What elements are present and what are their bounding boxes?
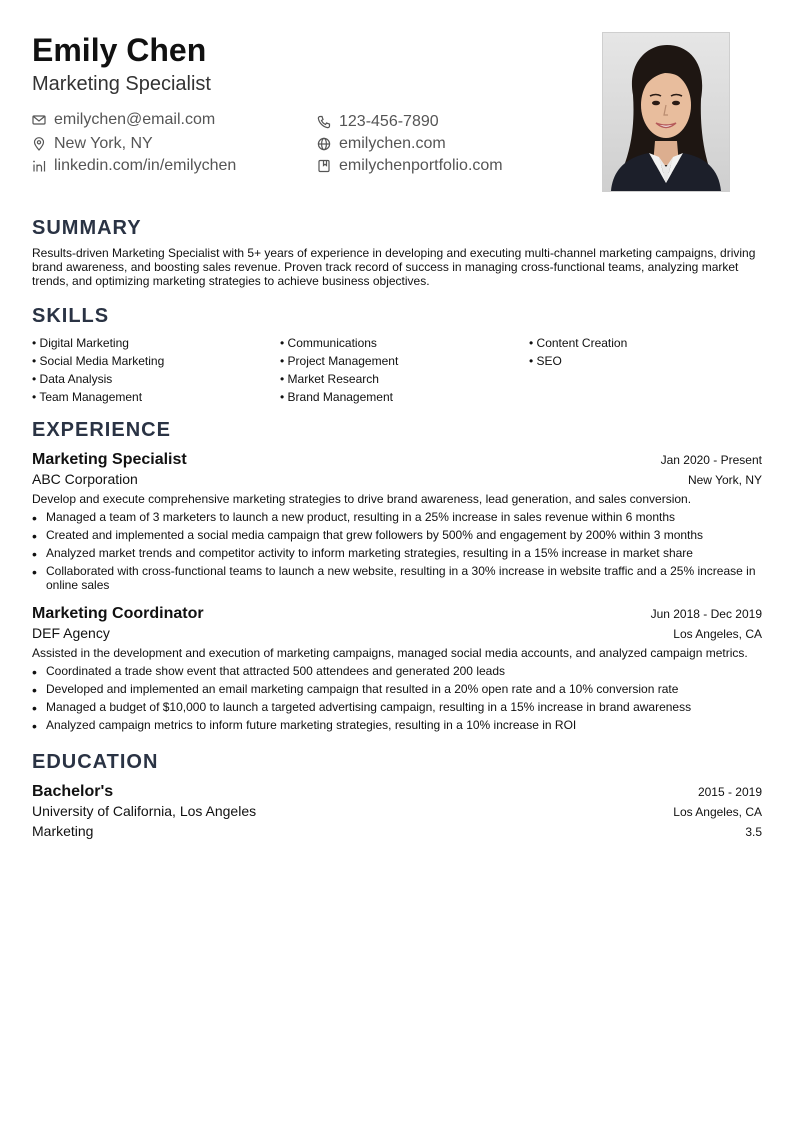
contact-phone[interactable]	[317, 112, 439, 132]
job-title: Marketing Coordinator	[32, 605, 204, 622]
summary-section	[32, 216, 762, 288]
skill-item: • Content Creation	[529, 336, 762, 350]
skill-item: • Digital Marketing	[32, 336, 280, 350]
job-dates: Jun 2018 - Dec 2019	[650, 607, 762, 621]
skill-item: • Data Analysis	[32, 372, 280, 386]
phone-text: 123-456-7890	[339, 113, 439, 130]
skills-heading: SKILLS	[32, 305, 110, 327]
skill-item: • Team Management	[32, 390, 280, 404]
job-entry	[32, 604, 762, 732]
job-title: Marketing Specialist	[32, 451, 187, 468]
job-description: Develop and execute comprehensive marketing strategies to drive brand awareness, lead generation, and sales conversion.	[32, 492, 692, 506]
job-dates: Jan 2020 - Present	[660, 453, 762, 467]
map-pin-icon	[32, 137, 46, 151]
job-bullets	[32, 510, 762, 592]
job-location: New York, NY	[687, 473, 762, 487]
gpa: 3.5	[745, 825, 762, 839]
experience-section	[32, 418, 762, 732]
job-bullet: • Developed and implemented an email marketing campaign that resulted in a 20% open rate and a 10% conversion rate	[32, 682, 762, 696]
candidate-title: Marketing Specialist	[32, 73, 211, 95]
job-entry	[32, 450, 762, 592]
job-company: ABC Corporation	[32, 471, 138, 487]
contact-website[interactable]	[317, 134, 446, 154]
skills-list	[32, 336, 762, 404]
resume-header	[32, 32, 762, 200]
skill-item: • Project Management	[280, 354, 529, 368]
location-text: New York, NY	[54, 135, 153, 152]
job-bullet: • Analyzed campaign metrics to inform future marketing strategies, resulting in a 10% increase in ROI	[32, 718, 762, 732]
job-bullet: • Analyzed market trends and competitor activity to inform marketing strategies, resulting in a 15% increase in market share	[32, 546, 762, 560]
mail-icon	[32, 113, 46, 127]
email-text: emilychen@email.com	[54, 111, 216, 128]
profile-photo	[602, 32, 730, 192]
skill-item: • Social Media Marketing	[32, 354, 280, 368]
summary-text: Results-driven Marketing Specialist with 5+ years of experience in developing and executing multi-channel marketing campaigns, driving brand awareness, and boosting sales revenue. Proven track record of success in managing cross-functional teams, analyzing market trends, and optimizing marketing strategies to achieve business objectives.	[32, 246, 756, 288]
contact-linkedin[interactable]	[32, 156, 236, 176]
job-bullet: • Collaborated with cross-functional teams to launch a new website, resulting in a 30% increase in website traffic and a 25% increase in online sales	[32, 564, 762, 592]
education-dates: 2015 - 2019	[697, 785, 762, 799]
education-section	[32, 750, 762, 840]
contact-location	[32, 134, 153, 154]
field-of-study: Marketing	[32, 823, 94, 839]
contact-email[interactable]	[32, 110, 215, 130]
job-description: Assisted in the development and execution of marketing campaigns, managed social media accounts, and analyzed campaign metrics.	[32, 646, 748, 660]
degree: Bachelor's	[32, 783, 114, 800]
globe-icon	[317, 137, 331, 151]
candidate-name: Emily Chen	[32, 32, 207, 68]
linkedin-text: linkedin.com/in/emilychen	[54, 157, 237, 174]
job-bullet: • Created and implemented a social media campaign that grew followers by 500% and engagement by 200% within 3 months	[32, 528, 762, 542]
skill-item: • SEO	[529, 354, 762, 368]
experience-heading: EXPERIENCE	[32, 419, 171, 441]
skill-item: • Brand Management	[280, 390, 529, 404]
portrait-illustration	[603, 33, 729, 191]
resume-page	[32, 32, 762, 840]
job-bullet: • Coordinated a trade show event that attracted 500 attendees and generated 200 leads	[32, 664, 762, 678]
job-company: DEF Agency	[32, 625, 110, 641]
job-location: Los Angeles, CA	[673, 627, 762, 641]
contact-portfolio[interactable]	[317, 156, 503, 176]
skill-item: • Market Research	[280, 372, 529, 386]
education-entry	[32, 782, 762, 840]
summary-heading: SUMMARY	[32, 217, 142, 239]
job-bullet: • Managed a team of 3 marketers to launch a new product, resulting in a 25% increase in sales revenue within 6 months	[32, 510, 762, 524]
linkedin-icon	[32, 159, 46, 173]
skill-empty-cell	[529, 390, 762, 404]
skills-section	[32, 304, 762, 404]
education-heading: EDUCATION	[32, 751, 159, 773]
skill-item: • Communications	[280, 336, 529, 350]
school-name: University of California, Los Angeles	[32, 803, 257, 819]
website-text: emilychen.com	[339, 135, 446, 152]
job-bullet: • Managed a budget of $10,000 to launch a targeted advertising campaign, resulting in a 15% increase in brand awareness	[32, 700, 762, 714]
phone-icon	[317, 115, 331, 129]
portfolio-text: emilychenportfolio.com	[339, 157, 503, 174]
bookmark-icon	[317, 159, 331, 173]
job-bullets	[32, 664, 762, 732]
school-location: Los Angeles, CA	[673, 805, 762, 819]
skill-empty-cell	[529, 372, 762, 386]
